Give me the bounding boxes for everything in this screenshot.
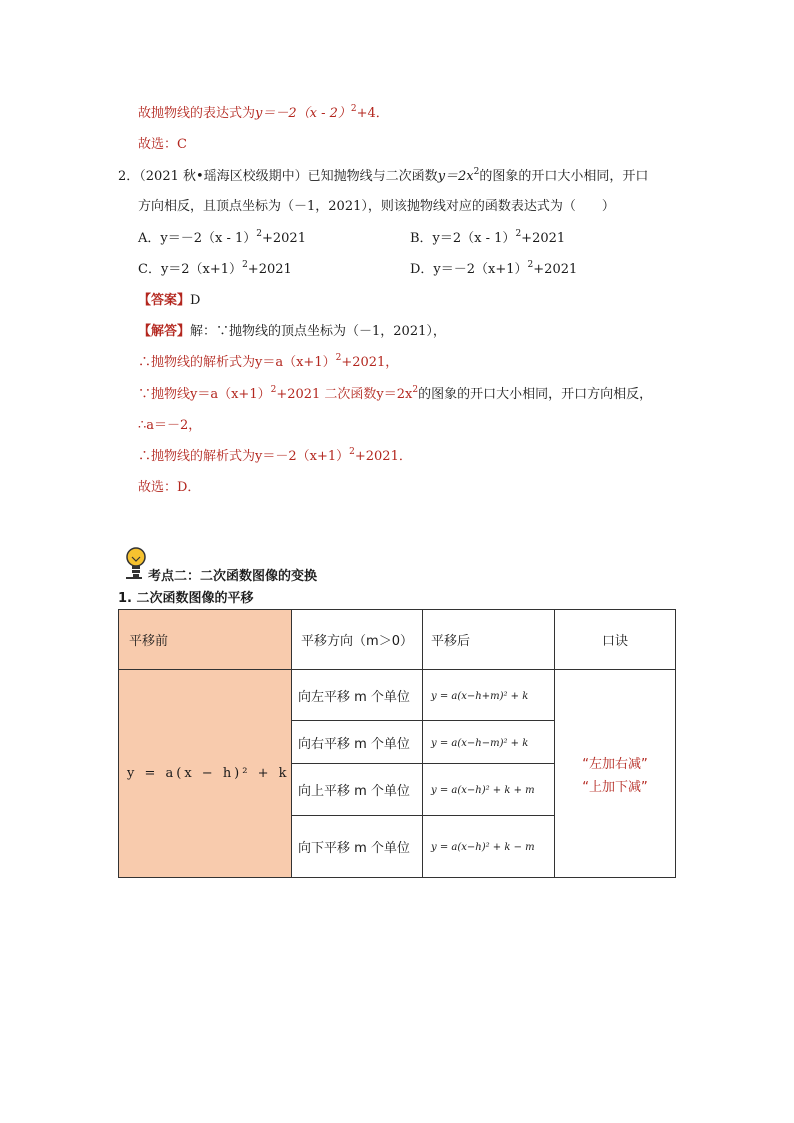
- option-a: [138, 229, 306, 249]
- exponent: 2: [515, 229, 522, 239]
- exponent: 2: [412, 385, 419, 395]
- after-left: [423, 670, 555, 721]
- prev-choose: 故选：C: [138, 137, 187, 152]
- header-after: 平移后: [423, 610, 555, 670]
- table-header-row: [119, 610, 676, 670]
- header-mnemonic: 口诀: [555, 610, 676, 670]
- prev-expr-math: y＝－2（x - 2）: [255, 106, 351, 121]
- after-up-formula: y = a(x−h)² + k + m: [431, 785, 535, 796]
- exponent: 2: [256, 229, 262, 239]
- exponent: 2: [350, 104, 357, 114]
- prev-expr-tail: +4．: [356, 106, 389, 121]
- section-subtitle: 1. 二次函数图像的平移: [118, 591, 254, 606]
- after-up: [423, 764, 555, 816]
- header-direction: 平移方向（m＞0）: [292, 610, 423, 670]
- solution-text-3c: 的图象的开口大小相同，开口方向相反，: [418, 387, 653, 402]
- option-b-text: B．y＝2（x - 1）: [410, 231, 516, 246]
- option-b-tail: +2021: [521, 231, 566, 246]
- solution-text-3a: ∵抛物线y＝a（x+1）: [138, 387, 271, 402]
- exponent: 2: [242, 260, 248, 270]
- lightbulb-icon: [124, 546, 148, 580]
- exponent: 2: [473, 167, 480, 177]
- solution-line-2: [138, 353, 398, 373]
- mnemonic-2: “上加下减”: [582, 779, 648, 795]
- solution-line-4: ∴a＝－2，: [138, 418, 202, 433]
- question-stem-b: 的图象的开口大小相同，开口: [479, 169, 649, 184]
- translation-table: [118, 609, 676, 878]
- mnemonic-cell: [555, 670, 676, 878]
- option-a-tail: +2021: [262, 231, 306, 246]
- before-formula: y = a(x − h)² + k: [127, 766, 290, 781]
- solution-text-3b: +2021 二次函数y＝2x: [276, 387, 413, 402]
- solution-choose: 故选：D．: [138, 480, 201, 495]
- solution-text-1: 解：∵抛物线的顶点坐标为（－1，2021），: [190, 324, 446, 339]
- direction-up: 向上平移 m 个单位: [292, 764, 423, 816]
- option-c-text: C．y＝2（x+1）: [138, 262, 243, 277]
- question-source: （2021 秋•瑶海区校级期中）: [139, 169, 308, 184]
- question-line-1: [118, 167, 648, 187]
- solution-line-1: [138, 322, 446, 342]
- section-title: 考点二：二次函数图像的变换: [148, 569, 318, 584]
- option-c-tail: +2021: [247, 262, 292, 277]
- table-row: [119, 670, 676, 721]
- solution-label: 【解答】: [138, 324, 191, 339]
- prev-expression-line: [138, 104, 389, 124]
- exponent: 2: [527, 260, 534, 270]
- solution-text-5a: ∴抛物线的解析式为y＝－2（x+1）: [138, 449, 350, 464]
- before-formula-cell: [119, 670, 292, 878]
- option-b: [410, 229, 565, 249]
- exponent: 2: [335, 353, 342, 363]
- question-number: 2．: [118, 169, 140, 184]
- prev-expr-text: 故抛物线的表达式为: [138, 106, 256, 121]
- question-stem-a: 已知抛物线与二次函数: [307, 169, 438, 184]
- option-a-text: A．y＝－2（x - 1）: [138, 231, 257, 246]
- answer-value: D: [190, 293, 201, 308]
- after-right: [423, 721, 555, 764]
- solution-text-2a: ∴抛物线的解析式为y＝a（x+1）: [138, 355, 336, 370]
- solution-text-2b: +2021，: [341, 355, 399, 370]
- option-d-text: D．y＝－2（x+1）: [410, 262, 528, 277]
- exponent: 2: [270, 385, 277, 395]
- option-c: [138, 260, 292, 280]
- header-before: 平移前: [119, 610, 292, 670]
- answer-label: 【答案】: [138, 293, 191, 308]
- question-stem-math: y＝2x: [437, 169, 474, 184]
- option-d: [410, 260, 577, 280]
- answer-line: [138, 291, 200, 311]
- after-down: [423, 816, 555, 878]
- direction-left: 向左平移 m 个单位: [292, 670, 423, 721]
- exponent: 2: [349, 447, 355, 457]
- direction-down: 向下平移 m 个单位: [292, 816, 423, 878]
- solution-line-5: [138, 447, 412, 467]
- option-d-tail: +2021: [533, 262, 578, 277]
- after-right-formula: y = a(x−h−m)² + k: [431, 737, 529, 749]
- solution-text-5b: +2021．: [354, 449, 412, 464]
- after-left-formula: y = a(x−h+m)² + k: [431, 690, 529, 702]
- mnemonic-1: “左加右减”: [582, 756, 648, 772]
- solution-line-3: [138, 385, 652, 405]
- direction-right: 向右平移 m 个单位: [292, 721, 423, 764]
- question-line-2: 方向相反，且顶点坐标为（－1，2021），则该抛物线对应的函数表达式为（ ）: [138, 199, 615, 214]
- after-down-formula: y = a(x−h)² + k − m: [431, 842, 535, 853]
